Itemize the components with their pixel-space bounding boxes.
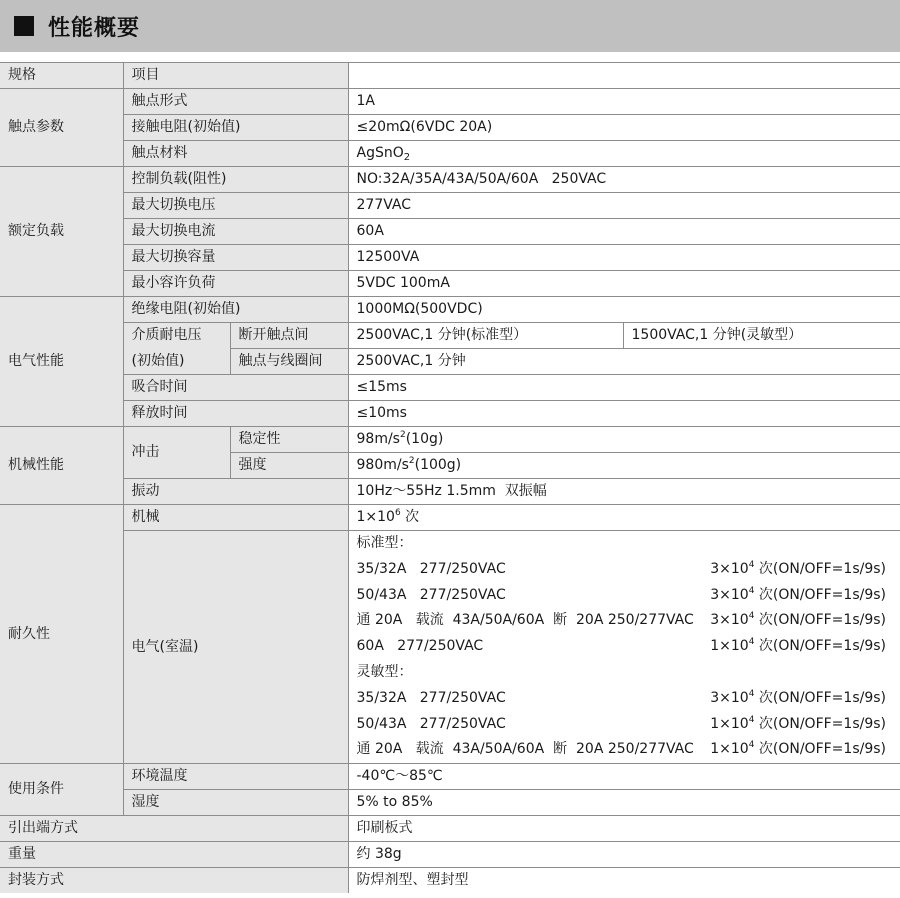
cycles-exp: 4	[748, 585, 755, 596]
material-main: AgSnO	[356, 145, 404, 161]
endurance-line-condition: 35/32A 277/250VAC	[356, 689, 506, 706]
table-row	[0, 505, 900, 531]
cycles-tail: 次(ON/OFF=1s/9s)	[754, 741, 886, 758]
endurance-line-cycles	[710, 634, 886, 660]
row-value: ≤15ms	[348, 375, 900, 401]
endurance-line-condition: 35/32A 277/250VAC	[356, 560, 506, 577]
header-item: 项目	[123, 63, 348, 89]
table-row	[0, 790, 900, 816]
value-exp: 2	[399, 430, 406, 440]
group-contact: 触点参数	[0, 89, 123, 167]
cycles-exp: 4	[748, 688, 755, 699]
cycles-exp: 4	[748, 740, 755, 751]
row-label: 触点材料	[123, 141, 348, 167]
cycles-main: 3×10	[710, 560, 749, 577]
cycles-tail: 次(ON/OFF=1s/9s)	[754, 638, 886, 655]
group-rated-load: 额定负载	[0, 167, 123, 297]
endurance-line	[357, 634, 900, 660]
table-row	[0, 842, 900, 868]
endurance-list	[357, 531, 900, 763]
group-electrical: 电气性能	[0, 297, 123, 427]
row-label: 介质耐电压	[123, 323, 230, 349]
cycles-tail: 次(ON/OFF=1s/9s)	[754, 586, 886, 603]
row-label: 控制负载(阻性)	[123, 167, 348, 193]
value-main: 98m/s	[356, 431, 400, 447]
header-value	[348, 63, 900, 89]
endurance-lines	[348, 531, 900, 764]
row-value: 12500VA	[348, 245, 900, 271]
row-label: 机械	[123, 505, 348, 531]
value-exp: 2	[408, 456, 415, 466]
row-sublabel: 稳定性	[230, 427, 348, 453]
table-row	[0, 349, 900, 375]
row-label: 重量	[0, 842, 348, 868]
row-value: 2500VAC,1 分钟	[348, 349, 900, 375]
endurance-line-condition: 标准型：	[356, 535, 413, 551]
endurance-line-cycles	[710, 583, 886, 609]
endurance-line-condition: 通 20A 载流 43A/50A/60A 断 20A 250/277VAC	[356, 612, 694, 629]
table-row	[0, 141, 900, 167]
row-label: 振动	[123, 479, 348, 505]
endurance-line-condition: 60A 277/250VAC	[356, 638, 484, 655]
group-mechanical: 机械性能	[0, 427, 123, 505]
value-tail: (100g)	[414, 457, 462, 473]
row-value: 1A	[348, 89, 900, 115]
table-row	[0, 271, 900, 297]
row-label: 封装方式	[0, 868, 348, 894]
table-row	[0, 375, 900, 401]
cycles-tail: 次(ON/OFF=1s/9s)	[754, 689, 886, 706]
row-label: 环境温度	[123, 764, 348, 790]
table-row	[0, 764, 900, 790]
row-value: 约 38g	[348, 842, 900, 868]
row-label: 最小容许负荷	[123, 271, 348, 297]
table-row	[0, 297, 900, 323]
row-value: 1000MΩ(500VDC)	[348, 297, 900, 323]
row-label: (初始值)	[123, 349, 230, 375]
value-tail: 次	[400, 509, 420, 525]
value-exp: 6	[394, 508, 401, 518]
table-row	[0, 401, 900, 427]
row-value: 10Hz～55Hz 1.5mm 双振幅	[348, 479, 900, 505]
endurance-line	[357, 660, 900, 686]
endurance-line	[357, 557, 900, 583]
row-sublabel: 强度	[230, 453, 348, 479]
endurance-line-cycles	[710, 557, 886, 583]
row-sublabel: 触点与线圈间	[230, 349, 348, 375]
endurance-line-cycles	[710, 737, 886, 763]
value-main: 980m/s	[356, 457, 409, 473]
spec-table	[0, 62, 900, 893]
table-row	[0, 323, 900, 349]
group-endurance: 耐久性	[0, 505, 123, 764]
row-value	[348, 453, 900, 479]
row-label: 吸合时间	[123, 375, 348, 401]
square-bullet-icon	[14, 16, 34, 36]
value-tail: (10g)	[405, 431, 444, 447]
group-conditions: 使用条件	[0, 764, 123, 816]
endurance-line-condition: 50/43A 277/250VAC	[356, 586, 506, 603]
table-row	[0, 219, 900, 245]
endurance-line	[357, 608, 900, 634]
table-row	[0, 193, 900, 219]
row-sublabel: 断开触点间	[230, 323, 348, 349]
row-value: 2500VAC,1 分钟(标准型）	[348, 323, 623, 349]
material-sub: 2	[403, 152, 411, 163]
row-label: 电气(室温)	[123, 531, 348, 764]
endurance-line-cycles	[710, 712, 886, 738]
cycles-main: 1×10	[710, 741, 749, 758]
row-value	[348, 141, 900, 167]
cycles-main: 1×10	[710, 638, 749, 655]
row-label: 冲击	[123, 427, 230, 479]
header-spec: 规格	[0, 63, 123, 89]
endurance-line-condition: 通 20A 载流 43A/50A/60A 断 20A 250/277VAC	[356, 741, 694, 758]
row-value	[348, 505, 900, 531]
row-label: 最大切换容量	[123, 245, 348, 271]
row-label: 绝缘电阻(初始值)	[123, 297, 348, 323]
table-row	[0, 868, 900, 894]
table-row	[0, 531, 900, 764]
table-row	[0, 167, 900, 193]
section-title: 性能概要	[48, 15, 141, 41]
row-label: 湿度	[123, 790, 348, 816]
endurance-line	[357, 686, 900, 712]
cycles-tail: 次(ON/OFF=1s/9s)	[754, 715, 886, 732]
cycles-exp: 4	[748, 637, 755, 648]
endurance-line-condition: 灵敏型：	[356, 663, 413, 680]
cycles-exp: 4	[748, 611, 755, 622]
row-label: 触点形式	[123, 89, 348, 115]
endurance-line	[357, 583, 900, 609]
row-value: NO:32A/35A/43A/50A/60A 250VAC	[348, 167, 900, 193]
row-label: 最大切换电压	[123, 193, 348, 219]
cycles-main: 3×10	[710, 689, 749, 706]
row-value: 防焊剂型、塑封型	[348, 868, 900, 894]
cycles-tail: 次(ON/OFF=1s/9s)	[754, 560, 886, 577]
endurance-line-cycles	[710, 608, 886, 634]
cycles-tail: 次(ON/OFF=1s/9s)	[754, 612, 886, 629]
row-value: -40℃～85℃	[348, 764, 900, 790]
cycles-main: 1×10	[710, 715, 749, 732]
cycles-main: 3×10	[710, 612, 749, 629]
cycles-exp: 4	[748, 559, 755, 570]
table-row	[0, 245, 900, 271]
row-value	[348, 427, 900, 453]
table-row	[0, 816, 900, 842]
row-value: ≤10ms	[348, 401, 900, 427]
table-row	[0, 479, 900, 505]
row-value: 1500VAC,1 分钟(灵敏型）	[623, 323, 900, 349]
row-value: 60A	[348, 219, 900, 245]
endurance-line	[357, 712, 900, 738]
section-header	[0, 0, 900, 52]
value-main: 1×10	[356, 509, 395, 525]
row-value: 5VDC 100mA	[348, 271, 900, 297]
table-row	[0, 89, 900, 115]
endurance-line-condition: 50/43A 277/250VAC	[356, 715, 506, 732]
row-value: 277VAC	[348, 193, 900, 219]
cycles-main: 3×10	[710, 586, 749, 603]
table-header-row	[0, 63, 900, 89]
row-value: 5% to 85%	[348, 790, 900, 816]
row-value: ≤20mΩ(6VDC 20A)	[348, 115, 900, 141]
row-label: 引出端方式	[0, 816, 348, 842]
endurance-line	[357, 737, 900, 763]
row-label: 最大切换电流	[123, 219, 348, 245]
table-row	[0, 427, 900, 453]
row-label: 接触电阻(初始值)	[123, 115, 348, 141]
cycles-exp: 4	[748, 714, 755, 725]
endurance-line-cycles	[710, 686, 886, 712]
row-label: 释放时间	[123, 401, 348, 427]
table-row	[0, 115, 900, 141]
endurance-line	[357, 531, 900, 557]
row-value: 印刷板式	[348, 816, 900, 842]
